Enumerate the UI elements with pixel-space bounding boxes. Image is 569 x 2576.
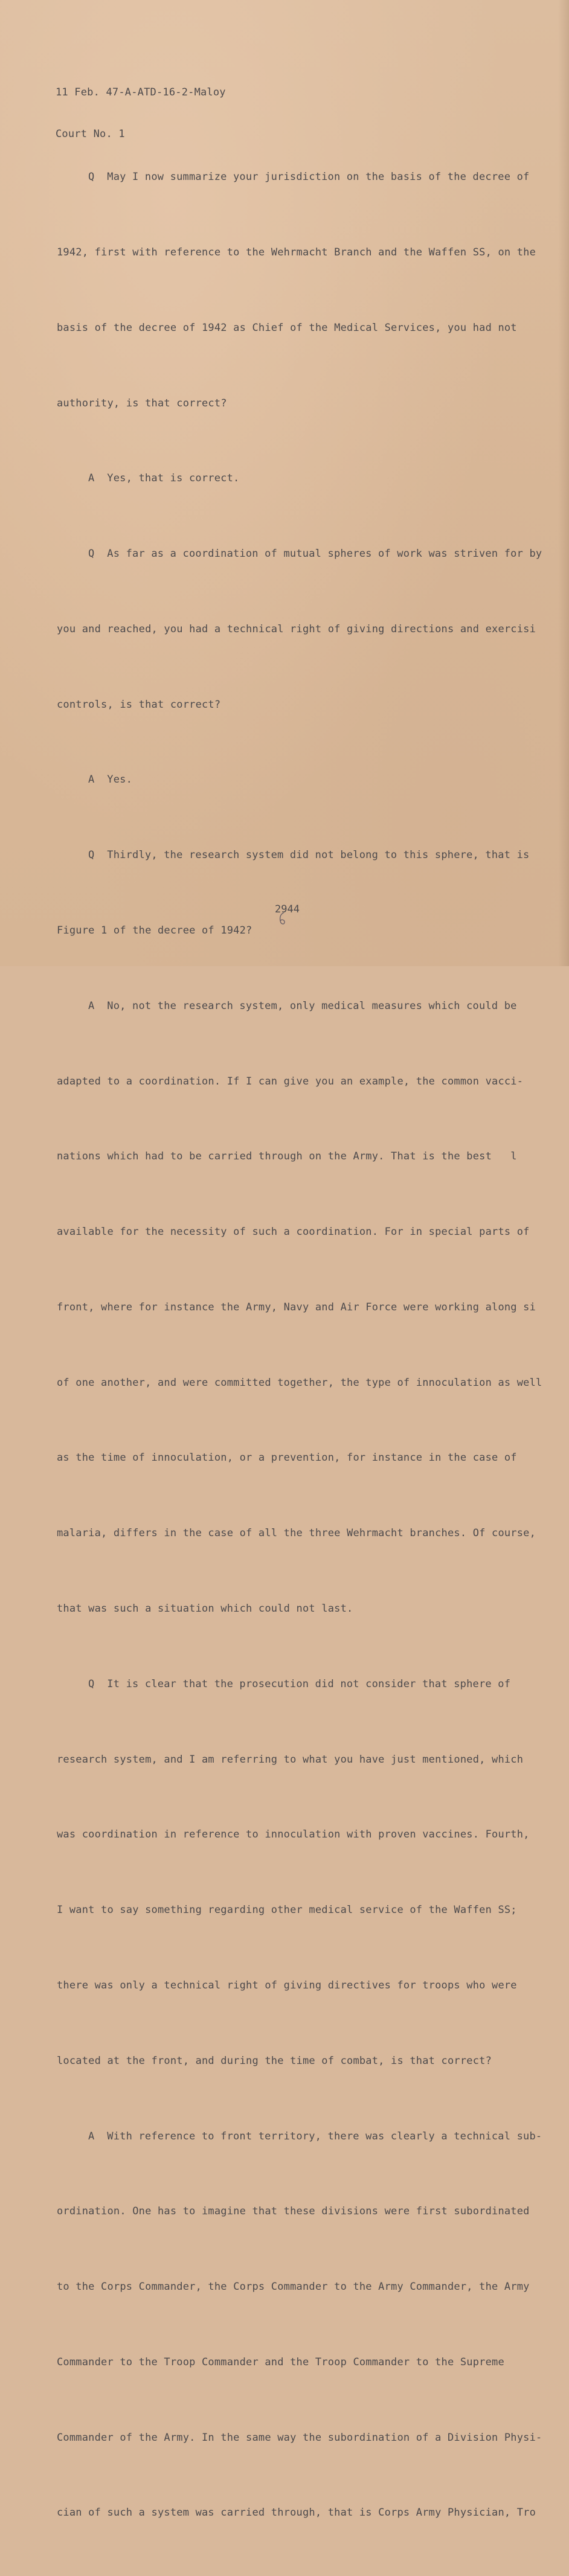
header-court: Court No. 1 <box>56 128 125 140</box>
transcript-line: Commander to the Troop Commander and the Troop Commander to the Supreme <box>57 2356 504 2368</box>
transcript-line: Figure 1 of the decree of 1942? <box>57 924 252 937</box>
transcript-line: adapted to a coordination. If I can give you an example, the common vacci- <box>57 1075 524 1088</box>
transcript-line: available for the necessity of such a coordination. For in special parts of <box>57 1226 530 1238</box>
transcript-line: cian of such a system was carried through, that is Corps Army Physician, Tro <box>57 2507 536 2519</box>
transcript-body <box>57 115 542 2576</box>
handwritten-mark-icon <box>278 912 286 926</box>
transcript-line: was coordination in reference to innoculation with proven vaccines. Fourth, <box>57 1828 530 1841</box>
transcript-line: A With reference to front territory, there was clearly a technical sub- <box>88 2130 542 2142</box>
transcript-line: Commander of the Army. In the same way the subordination of a Division Physi- <box>57 2431 542 2444</box>
transcript-line: research system, and I am referring to what you have just mentioned, which <box>57 1753 524 1766</box>
transcript-line: I want to say something regarding other medical service of the Waffen SS; <box>57 1904 517 1917</box>
transcript-line: to the Corps Commander, the Corps Commander to the Army Commander, the Army <box>57 2281 530 2293</box>
transcript-line: front, where for instance the Army, Navy and Air Force were working along si <box>57 1301 536 1313</box>
transcript-line: as the time of innoculation, or a prevention, for instance in the case of <box>57 1452 517 1464</box>
transcript-line: there was only a technical right of giving directives for troops who were <box>57 1979 517 1991</box>
transcript-line: A Yes, that is correct. <box>88 472 240 485</box>
transcript-line: ordination. One has to imagine that these divisions were first subordinated <box>57 2205 530 2218</box>
transcript-line: authority, is that correct? <box>57 397 227 409</box>
transcript-line: Q As far as a coordination of mutual spheres of work was striven for by <box>88 548 542 560</box>
header-reference: 11 Feb. 47-A-ATD-16-2-Maloy <box>56 86 226 98</box>
transcript-line: A Yes. <box>88 774 133 786</box>
transcript-line: Q May I now summarize your jurisdiction on the basis of the decree of <box>88 171 530 184</box>
transcript-line: that was such a situation which could not last. <box>57 1603 353 1615</box>
transcript-line: 1942, first with reference to the Wehrmacht Branch and the Waffen SS, on the <box>57 246 536 258</box>
transcript-line: controls, is that correct? <box>57 698 221 711</box>
transcript-line: Q Thirdly, the research system did not belong to this sphere, that is <box>88 849 530 862</box>
transcript-line: of one another, and were committed together, the type of innoculation as well <box>57 1376 542 1389</box>
transcript-line: A No, not the research system, only medical measures which could be <box>88 999 517 1012</box>
transcript-line: Q It is clear that the prosecution did not consider that sphere of <box>88 1677 511 1690</box>
transcript-line: you and reached, you had a technical right of giving directions and exercisi <box>57 623 536 635</box>
transcript-line: malaria, differs in the case of all the three Wehrmacht branches. Of course, <box>57 1527 536 1540</box>
transcript-line: nations which had to be carried through on the Army. That is the best l <box>57 1150 517 1163</box>
transcript-line: located at the front, and during the time of combat, is that correct? <box>57 2054 492 2067</box>
transcript-line: basis of the decree of 1942 as Chief of the Medical Services, you had not <box>57 321 517 334</box>
page-number: 2944 <box>275 903 300 915</box>
